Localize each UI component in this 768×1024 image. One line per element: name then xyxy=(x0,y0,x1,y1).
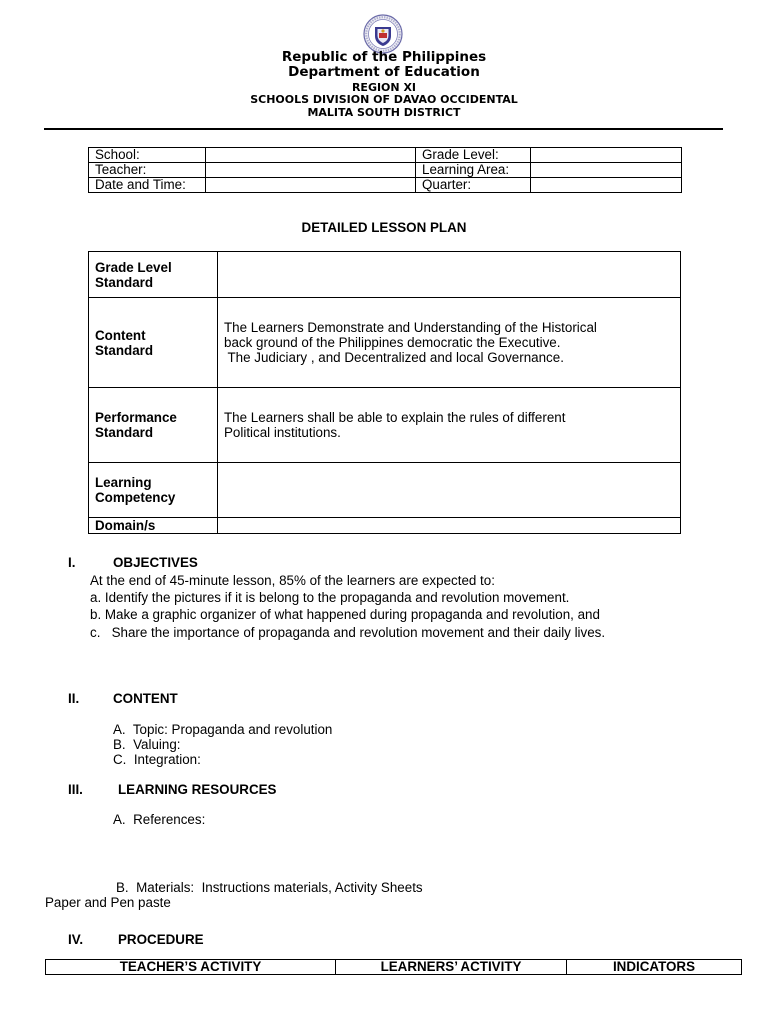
standard-label-text: Grade Level Standard xyxy=(95,259,172,290)
date-time-field[interactable] xyxy=(206,178,416,193)
performance-standard-line: Political institutions. xyxy=(224,425,341,440)
deped-seal-icon xyxy=(363,14,403,54)
materials-continued: Paper and Pen paste xyxy=(45,895,171,910)
materials-item: B. Materials: Instructions materials, Activity Sheets xyxy=(116,880,423,895)
resources-heading: LEARNING RESOURCES xyxy=(118,782,277,797)
indicators-header: INDICATORS xyxy=(567,960,742,975)
objectives-number: I. xyxy=(68,555,76,570)
header-region: REGION XI xyxy=(351,81,417,94)
learners-activity-header: LEARNERS’ ACTIVITY xyxy=(336,960,567,975)
content-item: A. Topic: Propaganda and revolution xyxy=(113,722,333,737)
standard-label-text: Content Standard xyxy=(95,327,154,358)
objectives-heading: OBJECTIVES xyxy=(113,555,198,570)
content-standard-content[interactable] xyxy=(218,298,681,388)
school-field[interactable] xyxy=(206,148,416,163)
teachers-activity-header: TEACHER’S ACTIVITY xyxy=(46,960,336,975)
info-table xyxy=(88,147,682,193)
objective-item: a. Identify the pictures if it is belong to the propaganda and revolution movement. xyxy=(90,590,570,605)
header-department: Department of Education xyxy=(288,64,480,80)
grade-level-standard-label xyxy=(89,252,218,298)
grade-level-label: Grade Level: xyxy=(416,148,531,163)
document-title: DETAILED LESSON PLAN xyxy=(301,220,467,235)
learning-competency-content[interactable] xyxy=(218,463,681,518)
procedure-number: IV. xyxy=(68,932,84,947)
domains-label: Domain/s xyxy=(89,518,218,534)
header-divider xyxy=(44,128,723,130)
procedure-table xyxy=(45,959,742,975)
header-district: MALITA SOUTH DISTRICT xyxy=(307,106,461,119)
content-item: B. Valuing: xyxy=(113,737,181,752)
school-label: School: xyxy=(89,148,206,163)
header-division: SCHOOLS DIVISION OF DAVAO OCCIDENTAL xyxy=(250,93,518,106)
quarter-field[interactable] xyxy=(531,178,682,193)
teacher-label: Teacher: xyxy=(89,163,206,178)
standard-label-text: Learning Competency xyxy=(95,475,176,505)
learning-area-label: Learning Area: xyxy=(416,163,531,178)
resources-number: III. xyxy=(68,782,83,797)
standard-label-text: Performance Standard xyxy=(95,410,177,440)
content-item: C. Integration: xyxy=(113,752,201,767)
standards-table xyxy=(88,251,681,534)
content-standard-line: The Judiciary , and Decentralized and local Governance. xyxy=(224,350,564,365)
grade-level-field[interactable] xyxy=(531,148,682,163)
grade-level-standard-content[interactable] xyxy=(218,252,681,298)
domains-content[interactable] xyxy=(218,518,681,534)
date-time-label: Date and Time: xyxy=(89,178,206,193)
references-item: A. References: xyxy=(113,812,206,827)
quarter-label: Quarter: xyxy=(416,178,531,193)
header-country: Republic of the Philippines xyxy=(281,49,487,65)
performance-standard-line: The Learners shall be able to explain the rules of different xyxy=(224,410,566,425)
objective-item: c. Share the importance of propaganda and revolution movement and their daily lives. xyxy=(90,625,606,640)
content-heading: CONTENT xyxy=(113,691,178,706)
content-standard-line: The Learners Demonstrate and Understanding of the Historical xyxy=(224,320,597,335)
procedure-heading: PROCEDURE xyxy=(118,932,204,947)
content-standard-line: back ground of the Philippines democratic the Executive. xyxy=(224,335,561,350)
learning-area-field[interactable] xyxy=(531,163,682,178)
content-number: II. xyxy=(68,691,80,706)
teacher-field[interactable] xyxy=(206,163,416,178)
content-standard-label xyxy=(89,298,218,388)
objective-item: b. Make a graphic organizer of what happened during propaganda and revolution, and xyxy=(90,607,600,622)
objectives-intro: At the end of 45-minute lesson, 85% of the learners are expected to: xyxy=(90,573,495,588)
performance-standard-label xyxy=(89,388,218,463)
learning-competency-label xyxy=(89,463,218,518)
performance-standard-content[interactable] xyxy=(218,388,681,463)
